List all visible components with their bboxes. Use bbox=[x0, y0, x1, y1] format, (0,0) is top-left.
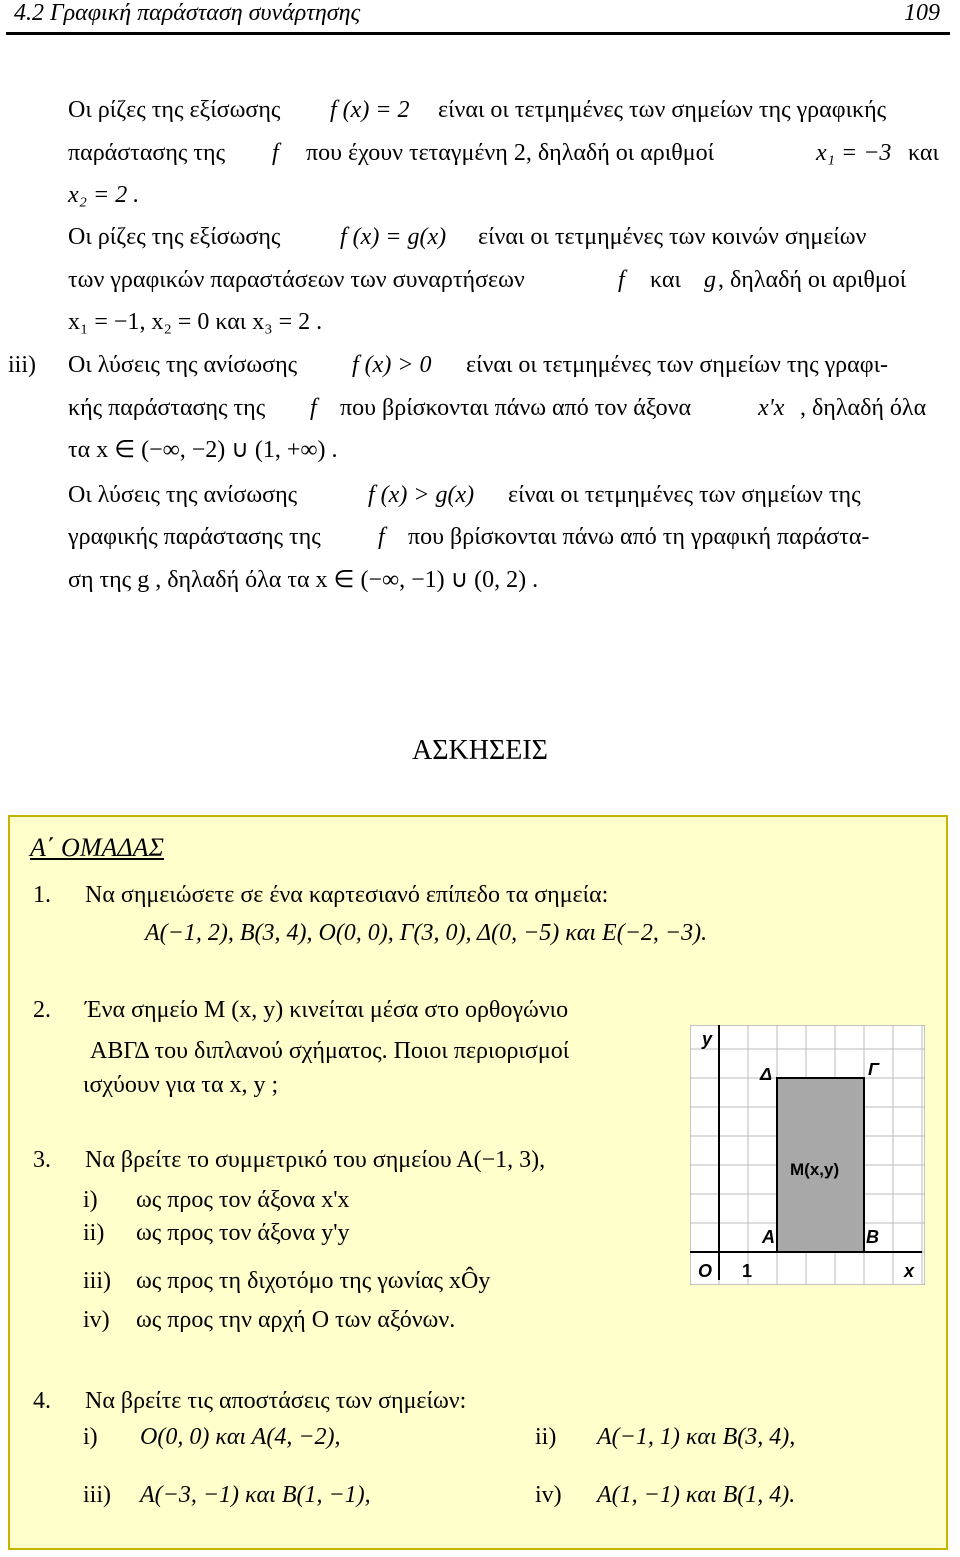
exercise-text: ως προς τη διχοτόμο της γωνίας xÔy bbox=[136, 1268, 491, 1294]
text: είναι οι τετμημένες των σημείων της γραφικής bbox=[438, 97, 887, 123]
math: g bbox=[704, 267, 716, 293]
exercise-math: Α(−1, 2), Β(3, 4), Ο(0, 0), Γ(3, 0), Δ(0, −5) και Ε(−2, −3). bbox=[145, 920, 708, 946]
item-number: iii) bbox=[83, 1268, 111, 1294]
unit-label: 1 bbox=[742, 1261, 753, 1281]
text: Οι λύσεις της ανίσωσης bbox=[68, 352, 298, 378]
exercise-number: 4. bbox=[33, 1388, 51, 1414]
group-title: Α΄ ΟΜΑΔΑΣ bbox=[30, 833, 164, 862]
exercise-math: Α(1, −1) και Β(1, 4). bbox=[597, 1482, 796, 1508]
text: Οι ρίζες της εξίσωσης bbox=[68, 97, 281, 123]
exercise-text: ως προς την αρχή Ο των αξόνων. bbox=[136, 1307, 456, 1333]
exercise-text: ως προς τον άξονα x'x bbox=[136, 1187, 350, 1213]
text: , δηλαδή οι αριθμοί bbox=[718, 267, 907, 293]
page-header bbox=[14, 0, 944, 30]
text: Οι λύσεις της ανίσωσης bbox=[68, 482, 298, 508]
math: f (x) = 2 bbox=[330, 97, 410, 123]
item-number: i) bbox=[83, 1187, 98, 1213]
text: είναι οι τετμημένες των σημείων της bbox=[508, 482, 861, 508]
text: που βρίσκονται πάνω από τον άξονα bbox=[340, 395, 692, 421]
y-label: y bbox=[702, 1029, 713, 1049]
rectangle-figure bbox=[690, 1025, 925, 1285]
item-number: iv) bbox=[83, 1307, 110, 1333]
math: f bbox=[378, 524, 385, 550]
math: f (x) > g(x) bbox=[368, 482, 475, 508]
text: που βρίσκονται πάνω από τη γραφική παράστα- bbox=[408, 524, 870, 550]
exercise-text: Να σημειώσετε σε ένα καρτεσιανό επίπεδο τα σημεία: bbox=[85, 882, 609, 908]
text: που έχουν τεταγμένη 2, δηλαδή οι αριθμοί bbox=[306, 140, 715, 166]
item-number: ii) bbox=[83, 1220, 105, 1246]
page-number: 109 bbox=[904, 0, 940, 26]
exercises-title: ΑΣΚΗΣΕΙΣ bbox=[412, 735, 548, 766]
vertex-b-label: B bbox=[866, 1227, 879, 1247]
vertex-d-label: Δ bbox=[760, 1064, 773, 1084]
text: κής παράστασης της bbox=[68, 395, 266, 421]
exercise-math: Α(−3, −1) και Β(1, −1), bbox=[140, 1482, 371, 1508]
exercise-number: 2. bbox=[33, 997, 51, 1023]
math: x₂ = 2 . bbox=[68, 182, 140, 208]
exercise-text: ισχύουν για τα x, y ; bbox=[83, 1072, 279, 1098]
item-number: iii) bbox=[83, 1482, 111, 1508]
exercise-text: Να βρείτε το συμμετρικό του σημείου Α(−1, 3), bbox=[85, 1147, 546, 1173]
section-title: 4.2 Γραφική παράσταση συνάρτησης bbox=[14, 0, 361, 26]
math: f bbox=[618, 267, 625, 293]
text: και bbox=[650, 267, 681, 293]
vertex-g-label: Γ bbox=[868, 1059, 879, 1079]
exercise-math: Α(−1, 1) και Β(3, 4), bbox=[597, 1424, 796, 1450]
math: f (x) = g(x) bbox=[340, 224, 447, 250]
header-rule bbox=[6, 32, 950, 35]
math: τα x ∈ (−∞, −2) ∪ (1, +∞) . bbox=[68, 437, 338, 463]
math: x₁ = −3 bbox=[816, 140, 892, 166]
exercise-number: 1. bbox=[33, 882, 51, 908]
math: f (x) > 0 bbox=[352, 352, 432, 378]
exercise-text: Να βρείτε τις αποστάσεις των σημείων: bbox=[85, 1388, 467, 1414]
math: ση της g , δηλαδή όλα τα x ∈ (−∞, −1) ∪ (0, 2) . bbox=[68, 567, 539, 593]
text: παράστασης της bbox=[68, 140, 226, 166]
origin-label: O bbox=[698, 1261, 713, 1281]
item-number: iii) bbox=[8, 352, 36, 378]
x-label: x bbox=[904, 1261, 915, 1281]
point-m-label: M(x,y) bbox=[790, 1160, 840, 1179]
vertex-a-label: A bbox=[762, 1227, 775, 1247]
math: f bbox=[310, 395, 317, 421]
text: γραφικής παράστασης της bbox=[68, 524, 321, 550]
item-number: i) bbox=[83, 1424, 98, 1450]
text: των γραφικών παραστάσεων των συναρτήσεων bbox=[68, 267, 525, 293]
text: και bbox=[908, 140, 939, 166]
exercise-text: Ένα σημείο Μ (x, y) κινείται μέσα στο ορθογώνιο bbox=[85, 997, 569, 1023]
exercise-text: ΑΒΓΔ του διπλανού σχήματος. Ποιοι περιορισμοί bbox=[90, 1038, 570, 1064]
text: Οι ρίζες της εξίσωσης bbox=[68, 224, 281, 250]
exercise-text: ως προς τον άξονα y'y bbox=[136, 1220, 350, 1246]
text: είναι οι τετμημένες των κοινών σημείων bbox=[478, 224, 867, 250]
item-number: ii) bbox=[535, 1424, 557, 1450]
math: f bbox=[272, 140, 279, 166]
math: x₁ = −1, x₂ = 0 και x₃ = 2 . bbox=[68, 309, 323, 335]
exercise-math: Ο(0, 0) και Α(4, −2), bbox=[140, 1424, 341, 1450]
exercise-number: 3. bbox=[33, 1147, 51, 1173]
text: είναι οι τετμημένες των σημείων της γραφι- bbox=[466, 352, 889, 378]
text: , δηλαδή όλα bbox=[800, 395, 927, 421]
item-number: iv) bbox=[535, 1482, 562, 1508]
math: x'x bbox=[758, 395, 785, 421]
